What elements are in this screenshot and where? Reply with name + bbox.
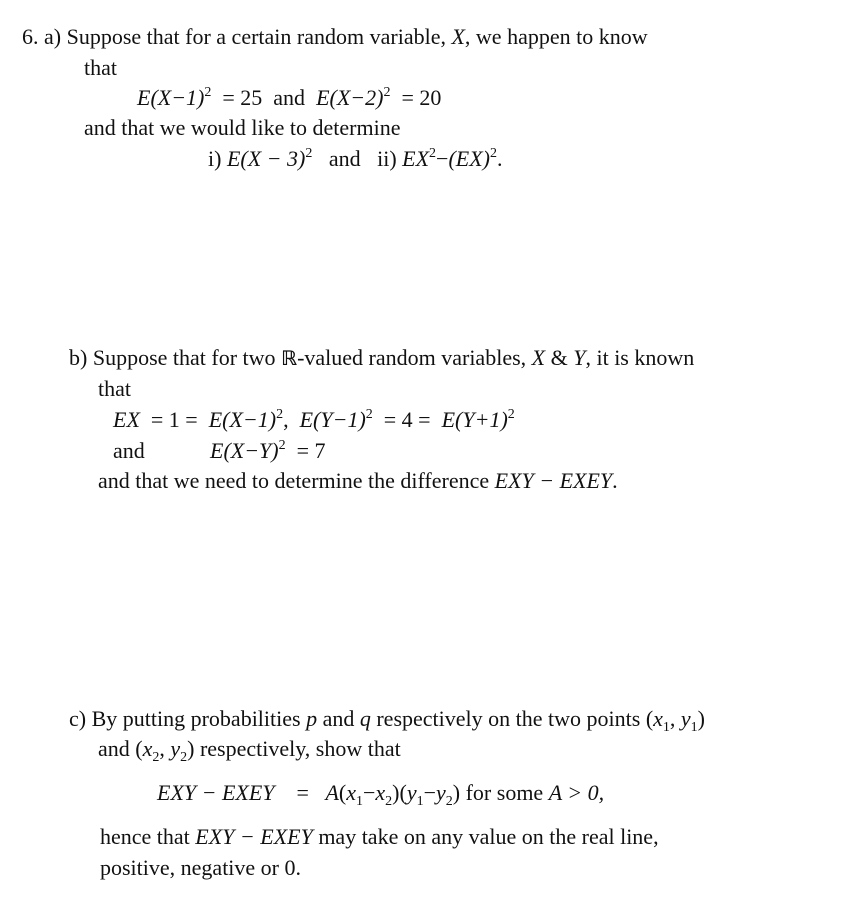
hence-expr: EXY − EXEY <box>195 824 313 849</box>
part-b-intro-mid: -valued random variables, <box>297 345 527 370</box>
part-b-intro: Suppose that for two <box>92 345 276 370</box>
eq-one: = 1 = <box>150 407 198 432</box>
var-a: A <box>325 780 339 805</box>
part-c-hence-line <box>100 826 659 848</box>
part-a-line-3: and that we would like to determine <box>84 115 401 140</box>
part-c-last-line: positive, negative or 0. <box>100 855 302 880</box>
part-a-intro: Suppose that for a certain random variable, <box>66 24 446 49</box>
part-b-that: that <box>98 376 131 401</box>
lhs-expr: EXY − EXEY <box>157 780 275 805</box>
part-a-intro-end: , we happen to know <box>464 24 648 49</box>
difference-expr: EXY − EXEY <box>494 468 613 493</box>
item-ii-a: EX <box>402 146 430 171</box>
point-1: ($x_1$, $y_1$) <box>645 706 705 735</box>
hence-rest: may take on any value on the real line, <box>318 824 659 849</box>
items-and: and <box>328 146 361 171</box>
point-2: ($x_2$, $y_2$) <box>135 736 195 765</box>
condition: A > 0, <box>548 780 605 805</box>
item-ii-label: ii) <box>377 146 397 171</box>
eq1-val: = 25 <box>222 85 263 110</box>
and-word: and <box>322 706 355 731</box>
part-b-equations-1: EX = $1 = E(X-1)^2$, $E(Y-1)^2 = 4 = E(Y+1)^2$ <box>113 407 515 432</box>
eq-and: and <box>273 85 306 110</box>
part-a-label: a) <box>44 24 62 49</box>
var-x: X <box>451 24 465 49</box>
ex: EX <box>113 407 140 432</box>
part-c-line2-mid: respectively, show that <box>199 736 401 761</box>
eq-four: = 4 = <box>383 407 431 432</box>
reals-symbol: ℝ <box>281 346 298 370</box>
part-b-intro-end: , it is known <box>585 345 695 370</box>
var-q: q <box>359 706 371 731</box>
part-b-label: b) <box>69 345 88 370</box>
part-c-mid: respectively on the two points <box>376 706 641 731</box>
part-a-items: i) $E(X - 3)^2$ and ii) $EX^2-(EX)^2$. <box>208 146 503 171</box>
eq2-val: = 20 <box>401 85 442 110</box>
part-c-display-equation: EXY − EXEY = $A(x_1-x_2)(y_1-y_2)$ for some A > 0, <box>157 780 605 809</box>
hence-word: hence that <box>100 824 190 849</box>
part-c-line-1 <box>69 706 705 735</box>
var-y: Y <box>573 345 586 370</box>
eq1-lhs: E(X−1) <box>137 85 205 110</box>
item-i: E(X − 3) <box>226 146 306 171</box>
e-y-minus-1: E(Y−1) <box>299 407 366 432</box>
item-ii-b: (EX) <box>448 146 490 171</box>
eq2-lhs: E(X−2) <box>316 85 384 110</box>
part-a-equations: $E(X-1)^2 = 25$ and $E(X-2)^2 = 20$ <box>137 85 442 110</box>
part-a-that: that <box>84 55 117 80</box>
part-b-line-1 <box>69 347 694 369</box>
part-c-line-2 <box>98 736 401 765</box>
e-x-minus-y: E(X−Y) <box>210 438 279 463</box>
part-b-and: and <box>113 438 145 463</box>
e-x-minus-1: E(X−1) <box>208 407 277 432</box>
var-x: X <box>531 345 546 370</box>
e-y-plus-1: E(Y+1) <box>441 407 508 432</box>
and-word: and <box>98 736 130 761</box>
part-a-line-1 <box>22 26 648 48</box>
problem-number: 6. <box>22 24 39 49</box>
rhs-product: $(x_1-x_2)(y_1-y_2)$ <box>338 780 461 809</box>
part-c-label: c) <box>69 706 87 731</box>
for-some: for some <box>465 780 544 805</box>
part-b-line-end: and that we need to determine the difference EXY − EXEY. <box>98 468 618 493</box>
part-b-line-end-text: and that we need to determine the difference <box>98 468 490 493</box>
item-i-label: i) <box>208 146 222 171</box>
var-p: p <box>306 706 318 731</box>
part-c-intro: By putting probabilities <box>91 706 301 731</box>
eq-seven: = 7 <box>296 438 326 463</box>
part-b-equations-2: $E(X-Y)^2 = 7$ <box>210 438 326 463</box>
ampersand: & <box>550 345 568 370</box>
